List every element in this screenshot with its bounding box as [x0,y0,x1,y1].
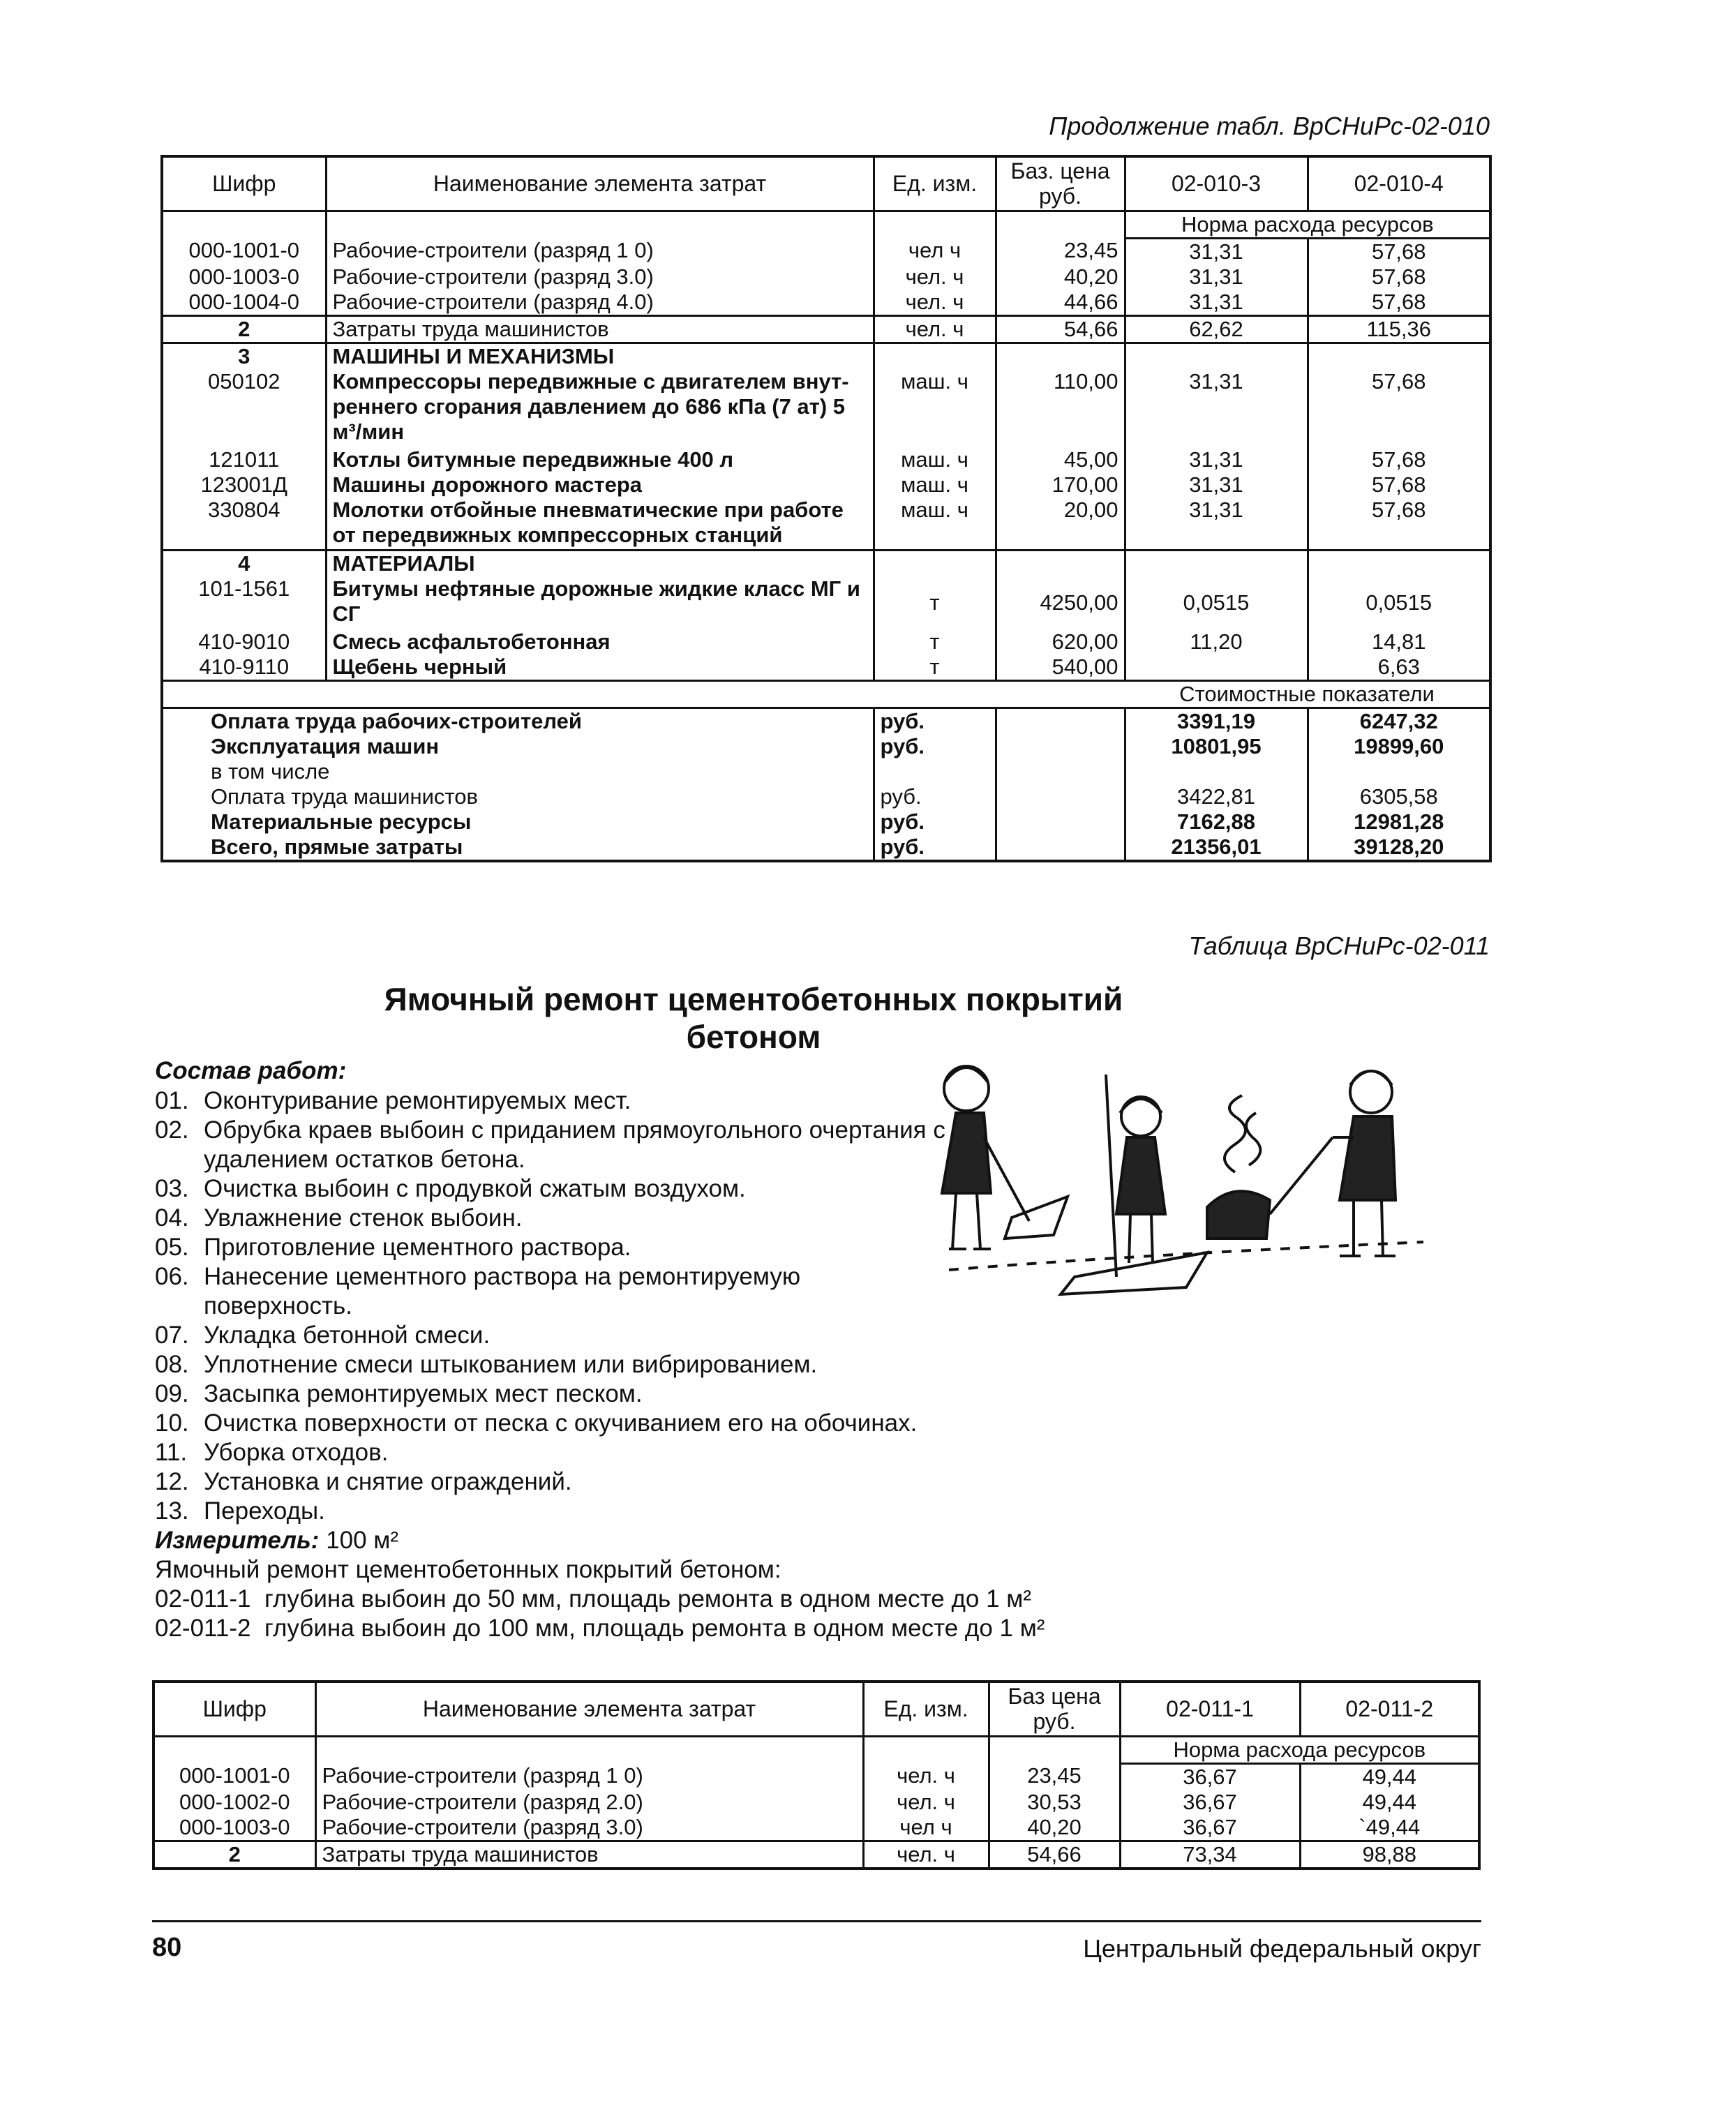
resource-table-02-010 [160,155,1492,862]
table-row: 000-1004-0 Рабочие-строители (разряд 4.0) чел. ч 44,66 31,31 57,68 [162,290,1490,316]
table2-caption: Таблица ВрСНиРс-02-011 [1188,931,1490,960]
table-row: 410-9010 Смесь асфальтобетонная т 620,00 11,20 14,81 [162,629,1490,654]
cost-row: Эксплуатация машин руб. 10801,95 19899,60 [162,734,1490,759]
header-unit: Ед. изм. [874,156,996,211]
header-col1: 02-011-1 [1120,1682,1300,1736]
variant-line: 02-011-1 глубина выбоин до 50 мм, площадь ремонта в одном месте до 1 м² [155,1585,1031,1613]
list-item: 01. Оконтуривание ремонтируемых мест. [155,1087,631,1114]
meter-line [155,1526,957,1555]
meter-value: 100 м² [326,1527,399,1554]
list-item: 03. Очистка выбоин с продувкой сжатым воздухом. [155,1175,746,1202]
norm-label: Норма расхода ресурсов [1125,211,1490,238]
header-code: Шифр [154,1682,315,1736]
cost-label: Стоимостные показатели [1125,681,1490,708]
list-item: 11. Уборка отходов. [155,1439,389,1466]
list-item: 05. Приготовление цементного раствора. [155,1234,631,1261]
table-row: 123001Д Машины дорожного мастера маш. ч 170,00 31,31 57,68 [162,472,1490,497]
cost-row: Оплата труда рабочих-строителей руб. 3391,19 6247,32 [162,708,1490,735]
works-list [155,1086,957,1526]
list-item: 10. Очистка поверхности от песка с окучиванием его на обочинах. [155,1409,918,1437]
worker-with-rod-icon [1061,1075,1207,1294]
section-title-line2: бетоном [686,1019,821,1055]
desc-line: Ямочный ремонт цементобетонных покрытий бетоном: [155,1556,781,1583]
norm-label: Норма расхода ресурсов [1120,1736,1479,1763]
table-row: 000-1001-0 Рабочие-строители (разряд 1 0) чел. ч 23,45 36,67 49,44 [154,1763,1479,1790]
section-title-line1: Ямочный ремонт цементобетонных покрытий [384,981,1123,1017]
list-item: 02. Обрубка краев выбоин с приданием прямоугольного очертания с удалением остатков бетона. [155,1116,945,1173]
table-row: 2 Затраты труда машинистов чел. ч 54,66 62,62 115,36 [162,315,1490,343]
table-row: 121011 Котлы битумные передвижные 400 л маш. ч 45,00 31,31 57,68 [162,447,1490,472]
table-row: 2 Затраты труда машинистов чел. ч 54,66 73,34 98,88 [154,1841,1479,1869]
header-price: Баз цена руб. [989,1682,1120,1736]
variant-line: 02-011-2 глубина выбоин до 100 мм, площадь ремонта в одном месте до 1 м² [155,1615,1045,1642]
cost-row: Материальные ресурсы руб. 7162,88 12981,28 [162,809,1490,835]
header-unit: Ед. изм. [863,1682,989,1736]
footer-divider [152,1920,1481,1922]
worker-operator-icon [1333,1071,1395,1256]
table-row: 000-1001-0 Рабочие-строители (разряд 1 0) чел ч 23,45 31,31 57,68 [162,238,1490,264]
works-section [155,1057,1045,1643]
page-number: 80 [152,1933,182,1962]
meter-label: Измеритель: [155,1527,320,1554]
resource-table-02-011 [152,1680,1481,1870]
table-row: 000-1003-0 Рабочие-строители (разряд 3.0) чел. ч 40,20 31,31 57,68 [162,264,1490,290]
list-item: 12. Установка и снятие ограждений. [155,1468,572,1495]
table-row: 000-1003-0 Рабочие-строители (разряд 3.0) чел ч 40,20 36,67 `49,44 [154,1815,1479,1841]
header-name: Наименование элемента затрат [326,156,874,211]
section-row-materials: 4 МАТЕРИАЛЫ [162,551,1490,577]
header-col2: 02-010-4 [1308,156,1490,211]
header-code: Шифр [162,156,326,211]
table-row: 330804 Молотки отбойные пневматические при работе от передвижных компрессорных станций маш. ч 20,00 31,31 57,68 [162,497,1490,551]
table-row: 410-9110 Щебень черный т 540,00 6,63 [162,654,1490,681]
list-item: 04. Увлажнение стенок выбоин. [155,1204,523,1232]
list-item: 08. Уплотнение смеси штыкованием или вибрированием. [155,1351,818,1378]
list-item: 06. Нанесение цементного раствора на ремонтируемую поверхность. [155,1263,801,1319]
cost-row: в том числе [162,759,1490,784]
cost-row: Оплата труда машинистов руб. 3422,81 6305,58 [162,784,1490,809]
list-item: 13. Переходы. [155,1497,325,1525]
vibrator-machine-icon [1207,1095,1333,1239]
worker-with-shovel-icon [942,1066,1068,1249]
table-row: 101-1561 Битумы нефтяные дорожные жидкие класс МГ и СГ т 4250,00 0,0515 0,0515 [162,576,1490,629]
footer-region: Центральный федеральный округ [1083,1934,1481,1963]
header-col1: 02-010-3 [1125,156,1308,211]
list-item: 09. Засыпка ремонтируемых мест песком. [155,1380,643,1407]
works-heading: Состав работ: [155,1057,347,1084]
table-row: 000-1002-0 Рабочие-строители (разряд 2.0) чел. ч 30,53 36,67 49,44 [154,1790,1479,1815]
list-item: 07. Укладка бетонной смеси. [155,1322,491,1349]
workers-illustration [907,1047,1437,1312]
table1-caption: Продолжение табл. ВрСНиРс-02-010 [1049,112,1490,140]
header-col2: 02-011-2 [1300,1682,1479,1736]
section-title [160,980,1347,1056]
section-row-machines: 3 МАШИНЫ И МЕХАНИЗМЫ [162,343,1490,369]
table-row: 050102 Компрессоры передвижные с двигателем внут-реннего сгорания давлением до 686 кПа (7 ат) 5 м³/мин маш. ч 110,00 31,31 57,68 [162,369,1490,447]
cost-row: Всего, прямые затраты руб. 21356,01 39128,20 [162,835,1490,861]
header-price: Баз. цена руб. [996,156,1125,211]
header-name: Наименование элемента затрат [315,1682,863,1736]
